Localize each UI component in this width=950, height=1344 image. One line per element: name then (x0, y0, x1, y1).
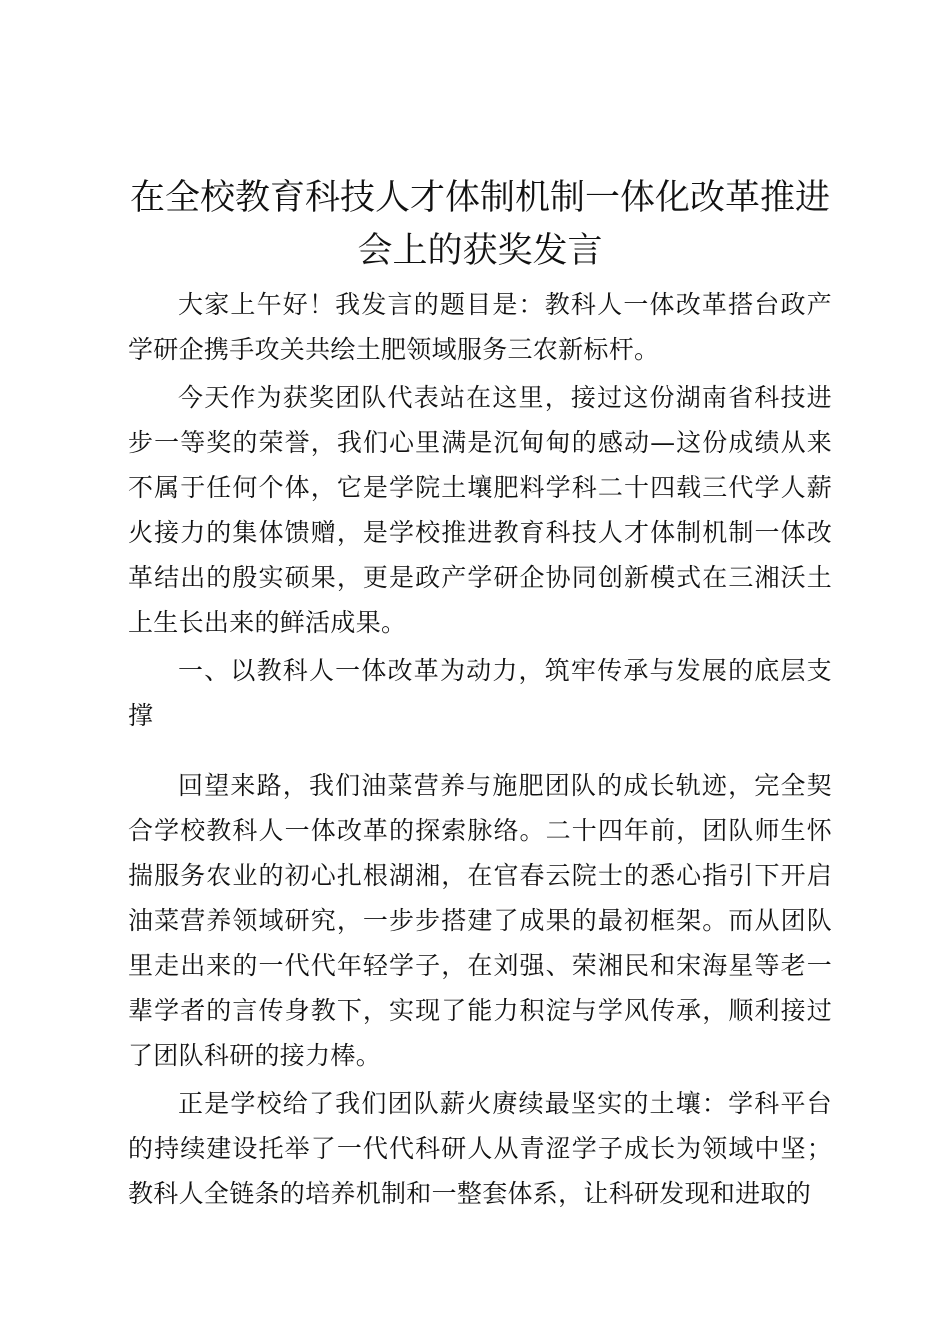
title-line-1: 在全校教育科技人才体制机制一体化改革推进 (129, 178, 830, 218)
title-line-2: 会上的获奖发言 (357, 231, 603, 271)
section-heading-1: 一、以教科人一体改革为动力，筑牢传承与发展的底层支撑 (128, 656, 832, 730)
document-title (128, 172, 832, 278)
paragraph-intro: 今天作为获奖团队代表站在这里，接过这份湖南省科技进步一等奖的荣誉，我们心里满是沉甸甸的感动—这份成绩从来不属于任何个体，它是学院土壤肥料学科二十四载三代学人薪火接力的集体馈赠，是学校推进教育科技人才体制机制一体改革结出的殷实硕果，更是政产学研企协同创新模式在三湘沃土上生长出来的鲜活成果。 (128, 383, 832, 637)
document-page (128, 172, 832, 1216)
paragraph-history: 回望来路，我们油菜营养与施肥团队的成长轨迹，完全契合学校教科人一体改革的探索脉络。二十四年前，团队师生怀揣服务农业的初心扎根湖湘，在官春云院士的悉心指引下开启油菜营养领域研究，一步步搭建了成果的最初框架。而从团队里走出来的一代代年轻学子，在刘强、荣湘民和宋海星等老一辈学者的言传身教下，实现了能力积淀与学风传承，顺利接过了团队科研的接力棒。 (128, 771, 832, 1070)
paragraph-support: 正是学校给了我们团队薪火赓续最坚实的土壤：学科平台的持续建设托举了一代代科研人从青涩学子成长为领域中坚；教科人全链条的培养机制和一整套体系，让科研发现和进取的 (128, 1089, 832, 1208)
paragraph-greeting: 大家上午好！我发言的题目是：教科人一体改革搭台政产学研企携手攻关共绘土肥领域服务三农新标杆。 (128, 290, 832, 364)
